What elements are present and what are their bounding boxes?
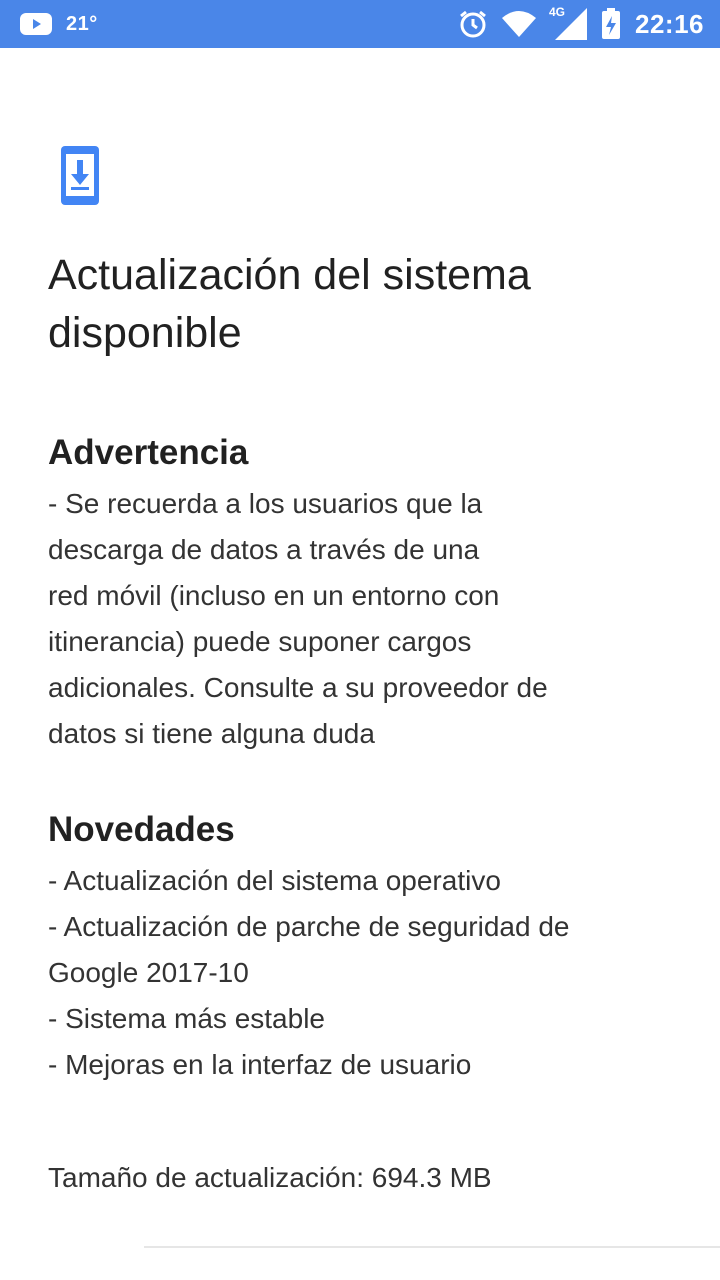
warning-line: descarga de datos a través de una [48,534,480,565]
update-size-text: Tamaño de actualización: 694.3 MB [48,1162,492,1193]
news-text [48,858,668,1088]
clock: 22:16 [635,8,704,39]
news-line: - Actualización del sistema operativo [48,865,501,896]
warning-line: - Se recuerda a los usuarios que la [48,488,483,519]
warning-line: red móvil (incluso en un entorno con [48,580,500,611]
temperature-text: 21° [66,12,98,35]
status-bar [0,0,720,48]
news-heading: Novedades [48,810,235,849]
divider [144,1246,720,1248]
warning-line: itinerancia) puede suponer cargos [48,626,472,657]
youtube-icon [20,13,52,35]
page-title: Actualización del sistema disponible [48,251,531,357]
cell-signal-icon [549,7,589,41]
news-line: - Sistema más estable [48,1003,325,1034]
system-update-icon [61,146,99,205]
battery-charging-icon [601,8,621,40]
network-type-label: 4G [549,5,566,19]
warning-line: adicionales. Consulte a su proveedor de [48,672,548,703]
alarm-icon [457,8,489,40]
news-line: - Actualización de parche de seguridad de [48,911,570,942]
warning-text [48,481,668,757]
news-line: - Mejoras en la interfaz de usuario [48,1049,472,1080]
wifi-icon [501,10,537,38]
warning-heading: Advertencia [48,433,249,472]
news-line: Google 2017-10 [48,957,249,988]
warning-line: datos si tiene alguna duda [48,718,375,749]
